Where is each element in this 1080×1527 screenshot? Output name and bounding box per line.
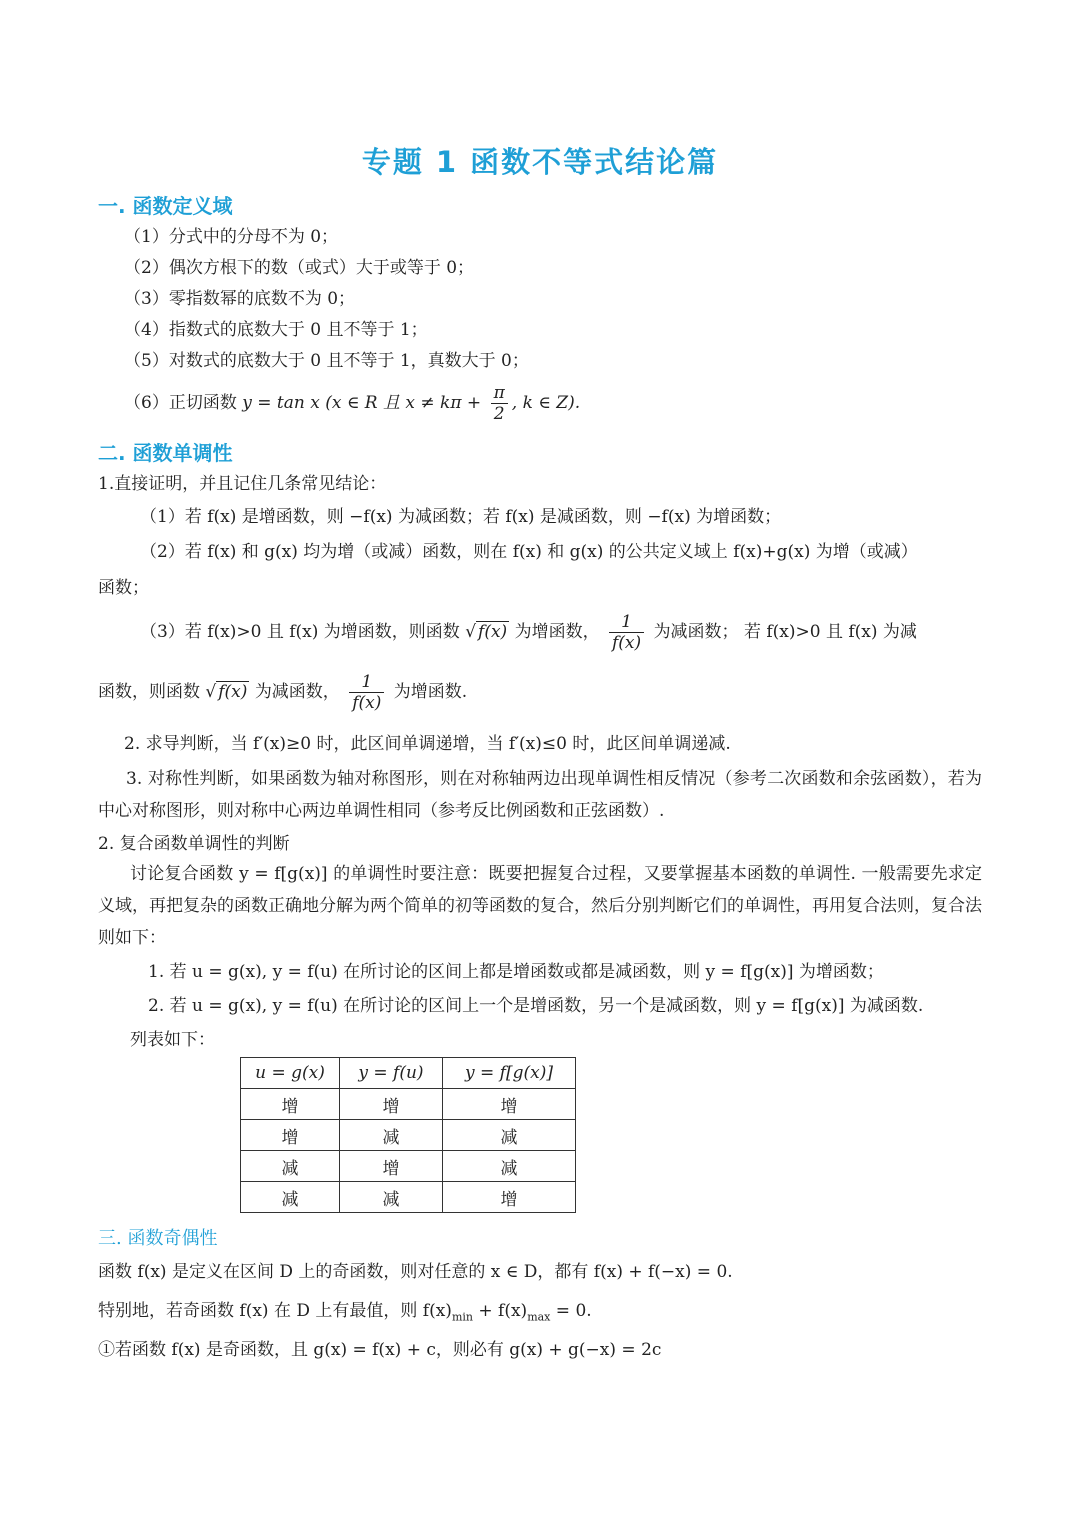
mono-1-3-text-b: 为增函数， bbox=[514, 622, 600, 642]
table-cell: 增 bbox=[340, 1089, 443, 1120]
section-heading-parity: 三. 函数奇偶性 bbox=[98, 1228, 218, 1249]
table-row bbox=[241, 1089, 576, 1120]
fraction-numerator: 1 bbox=[609, 612, 644, 633]
table-cell: 减 bbox=[443, 1151, 576, 1182]
composite-paragraph: 讨论复合函数 y = f[g(x)] 的单调性时要注意：既要把握复合过程，又要掌握基本函数的单调性. 一般需要先求定义域，再把复杂的函数正确地分解为两个简单的初等函数的复合，然后分别判断它们的单调性，再用复合法则，复合法则如下： bbox=[98, 864, 982, 948]
parity-line-3: ①若函数 f(x) 是奇函数，且 g(x) = f(x) + c，则必有 g(x) + g(−x) = 2c bbox=[98, 1340, 662, 1360]
domain-item-4: （4）指数式的底数大于 0 且不等于 1； bbox=[124, 320, 428, 340]
max-subscript: max bbox=[527, 1310, 551, 1324]
parity-line-2-a: 特别地，若奇函数 f(x) 在 D 上有最值，则 f(x) bbox=[98, 1301, 452, 1321]
parity-line-1: 函数 f(x) 是定义在区间 D 上的奇函数，则对任意的 x ∈ D，都有 f(x) + f(−x) = 0. bbox=[98, 1262, 733, 1282]
domain-item-6 bbox=[124, 381, 580, 425]
domain-item-3: （3）零指数幂的底数不为 0； bbox=[124, 289, 356, 309]
table-cell: 减 bbox=[241, 1151, 340, 1182]
domain-item-2: （2）偶次方根下的数（或式）大于或等于 0； bbox=[124, 258, 475, 278]
table-cell: 增 bbox=[241, 1089, 340, 1120]
mono-1-3-text-c: 为减函数； 若 f(x)>0 且 f(x) 为减 bbox=[653, 622, 917, 642]
table-cell: 增 bbox=[443, 1182, 576, 1213]
fraction-denominator: f(x) bbox=[612, 633, 642, 653]
parity-line-2 bbox=[98, 1299, 592, 1329]
mono-point-1-2-cont: 函数； bbox=[98, 578, 149, 598]
mono-1-3-text-d: 函数，则函数 bbox=[98, 682, 200, 702]
table-header: u = g(x) bbox=[241, 1058, 340, 1089]
table-cell: 减 bbox=[443, 1120, 576, 1151]
table-row bbox=[241, 1151, 576, 1182]
table-cell: 增 bbox=[340, 1151, 443, 1182]
mono-1-3-text-f: 为增函数. bbox=[393, 682, 468, 702]
domain-item-6-prefix: （6）正切函数 bbox=[124, 393, 237, 413]
table-header: y = f[g(x)] bbox=[443, 1058, 576, 1089]
mono-1-3-text-a: （3）若 f(x)>0 且 f(x) 为增函数，则函数 bbox=[140, 622, 460, 642]
table-header-row bbox=[241, 1058, 576, 1089]
domain-item-1: （1）分式中的分母不为 0； bbox=[124, 227, 339, 247]
parity-line-2-b: + f(x) bbox=[472, 1301, 528, 1321]
table-cell: 增 bbox=[241, 1120, 340, 1151]
list-intro: 列表如下： bbox=[130, 1030, 215, 1050]
section-heading-monotonicity: 二. 函数单调性 bbox=[98, 441, 233, 465]
table-cell: 减 bbox=[340, 1182, 443, 1213]
tan-expression: y = tan x (x ∈ R 且 x ≠ kπ + bbox=[242, 393, 482, 413]
sqrt-expression: √ f(x) bbox=[205, 682, 248, 702]
min-subscript: min bbox=[451, 1310, 473, 1324]
mono-point-1-3 bbox=[140, 610, 917, 654]
mono-1-3-text-e: 为减函数， bbox=[254, 682, 340, 702]
pi-over-2-fraction bbox=[491, 383, 508, 424]
mono-point-1-1: （1）若 f(x) 是增函数，则 −f(x) 为减函数；若 f(x) 是减函数，则 −f(x) 为增函数； bbox=[140, 507, 782, 527]
mono-point-1-3-cont bbox=[98, 670, 467, 714]
mono-point-3: 3. 对称性判断，如果函数为轴对称图形，则在对称轴两边出现单调性相反情况（参考二次函数和余弦函数），若为中心对称图形，则对称中心两边单调性相同（参考反比例函数和正弦函数）. bbox=[98, 769, 982, 821]
composite-rule-2: 2. 若 u = g(x), y = f(u) 在所讨论的区间上一个是增函数，另一个是减函数，则 y = f[g(x)] 为减函数. bbox=[148, 996, 924, 1016]
mono-point-1: 1.直接证明，并且记住几条常见结论： bbox=[98, 474, 387, 494]
composite-heading: 2. 复合函数单调性的判断 bbox=[98, 834, 290, 854]
reciprocal-fraction bbox=[609, 612, 644, 653]
sqrt-radicand: f(x) bbox=[478, 622, 508, 642]
sqrt-expression: √ f(x) bbox=[465, 622, 508, 642]
table-header: y = f(u) bbox=[340, 1058, 443, 1089]
sqrt-radicand: f(x) bbox=[218, 682, 248, 702]
table-row bbox=[241, 1182, 576, 1213]
reciprocal-fraction bbox=[349, 672, 384, 713]
domain-item-5: （5）对数式的底数大于 0 且不等于 1，真数大于 0； bbox=[124, 351, 529, 371]
table-row bbox=[241, 1120, 576, 1151]
composite-rule-1: 1. 若 u = g(x), y = f(u) 在所讨论的区间上都是增函数或都是减函数，则 y = f[g(x)] 为增函数； bbox=[148, 962, 884, 982]
fraction-numerator: π bbox=[491, 383, 508, 404]
fraction-denominator: f(x) bbox=[352, 693, 382, 713]
table-cell: 减 bbox=[241, 1182, 340, 1213]
mono-point-1-2: （2）若 f(x) 和 g(x) 均为增（或减）函数，则在 f(x) 和 g(x) 的公共定义域上 f(x)+g(x) 为增（或减） bbox=[140, 542, 918, 562]
table-cell: 减 bbox=[340, 1120, 443, 1151]
section-heading-domain: 一. 函数定义域 bbox=[98, 194, 233, 218]
parity-line-2-c: = 0. bbox=[550, 1301, 592, 1321]
mono-point-2: 2. 求导判断，当 f′(x)≥0 时，此区间单调递增，当 f′(x)≤0 时，此区间单调递减. bbox=[124, 734, 731, 754]
page-title: 专题 1 函数不等式结论篇 bbox=[361, 145, 719, 179]
composite-monotonicity-table bbox=[240, 1057, 576, 1213]
table-cell: 增 bbox=[443, 1089, 576, 1120]
tan-expression-tail: , k ∈ Z). bbox=[511, 393, 581, 413]
fraction-denominator: 2 bbox=[493, 404, 505, 424]
fraction-numerator: 1 bbox=[349, 672, 384, 693]
